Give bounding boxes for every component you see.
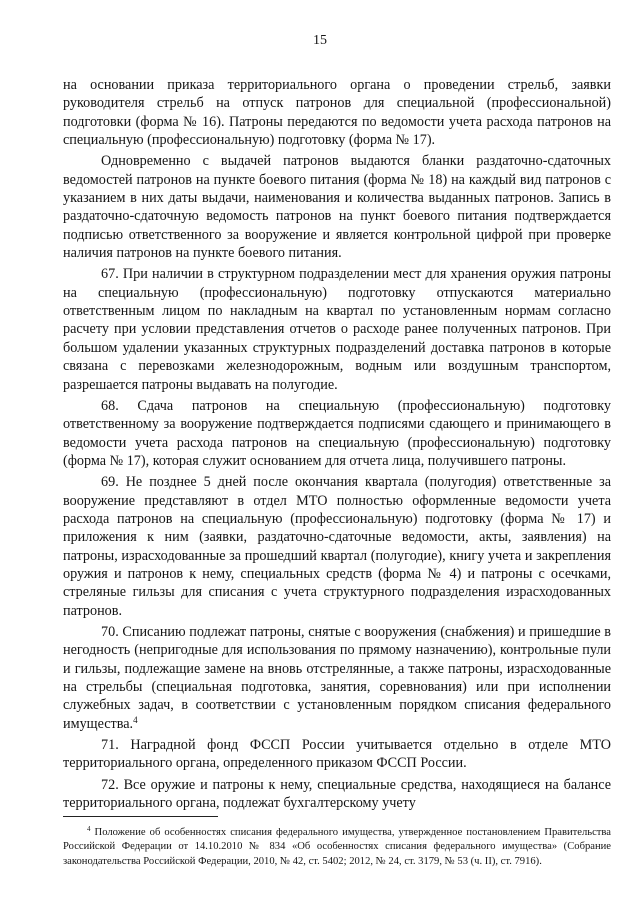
paragraph-text: 68. Сдача патронов на специальную (профессиональную) подготовку ответственному за вооружение подтверждается подписями сдающего и принимающего в ведомости учета расхода патронов на специальную (профессиональную) подготовку (форма № 17), которая служит основанием для отчета лица, получившего патроны. xyxy=(63,397,611,469)
document-body xyxy=(63,76,611,815)
paragraph-text: на основании приказа территориального органа о проведении стрельб, заявки руководителя стрельб на отпуск патронов для специальной (профессиональной) подготовки (форма № 16). Патроны передаются по ведомости учета расхода патронов на специальную (профессиональную) подготовку (форма № 17). xyxy=(63,77,611,149)
paragraph-67 xyxy=(63,265,611,393)
page-number: 15 xyxy=(313,33,327,48)
paragraph-68 xyxy=(63,397,611,470)
footnote-text: Положение об особенностях списания федерального имущества, утвержденное постановлением Правительства Российской Федерации от 14.10.2010 № 834 «Об особенностях списания федерального имущества» (Собрание законодательства Российской Федерации, 2010, № 42, ст. 5402; 2012, № 24, ст. 3179, № 53 (ч. II), ст. 7916). xyxy=(63,827,611,867)
paragraph-text: 69. Не позднее 5 дней после окончания квартала (полугодия) ответственные за вооружение представляют в отдел МТО полностью оформленные ведомости учета расхода патронов на специальную (профессиональную) подготовку (форма № 17) и приложения к ним (заявки, раздаточно-сдаточные ведомости, акты, заявления) на патроны, израсходованные за прошедший квартал (полугодие), книгу учета и закрепления оружия и патронов к нему, специальных средств (форма № 4) и патроны с осечками, стреляные гильзы для списания с учета структурного подразделения израсходованных патронов. xyxy=(63,474,611,619)
paragraph-72 xyxy=(63,776,611,813)
paragraph xyxy=(63,76,611,149)
paragraph-text: 72. Все оружие и патроны к нему, специальные средства, находящиеся на балансе территориального органа, подлежат бухгалтерскому учету xyxy=(63,776,611,812)
paragraph-text: 67. При наличии в структурном подразделении мест для хранения оружия патроны на специальную (профессиональную) подготовку отпускаются материально ответственным лицом по накладным на квартал по установленным нормам согласно расчету при условии представления отчетов о расходе ранее полученных патронов. При большом удалении указанных структурных подразделений доставка патронов в которые связана с перевозками железнодорожным, водным или воздушным транспортом, разрешается патроны выдавать на полугодие. xyxy=(63,266,611,393)
paragraph-text: 70. Списанию подлежат патроны, снятые с вооружения (снабжения) и пришедшие в негодность (непригодные для использования по прямому назначению), контрольные пули и гильзы, подлежащие замене на вновь отстрелянные, а также патроны, израсходованные на стрельбы (специальная подготовка, занятия, соревнования) или при исполнении служебных задач, в соответствии с установленным порядком списания федерального имущества. xyxy=(63,623,611,732)
paragraph-text: Одновременно с выдачей патронов выдаются бланки раздаточно-сдаточных ведомостей патронов на пункте боевого питания (форма № 18) на каждый вид патронов с указанием в них даты выдачи, наименования и количества выданных патронов. Запись в раздаточно-сдаточную ведомость патронов на пункт боевого питания подтверждается подписью ответственного за вооружение и является контрольной цифрой при проверке наличия патронов на пункте боевого питания. xyxy=(63,153,611,262)
paragraph-71 xyxy=(63,736,611,773)
paragraph-69 xyxy=(63,473,611,620)
paragraph xyxy=(63,152,611,262)
footnote-divider xyxy=(63,816,218,817)
footnote xyxy=(63,826,611,869)
footnote-marker: 4 xyxy=(87,825,91,833)
paragraph-70 xyxy=(63,623,611,733)
footnote-reference[interactable]: 4 xyxy=(133,714,138,725)
paragraph-text: 71. Наградной фонд ФССП России учитывается отдельно в отделе МТО территориального органа, определенного приказом ФССП России. xyxy=(63,737,611,772)
